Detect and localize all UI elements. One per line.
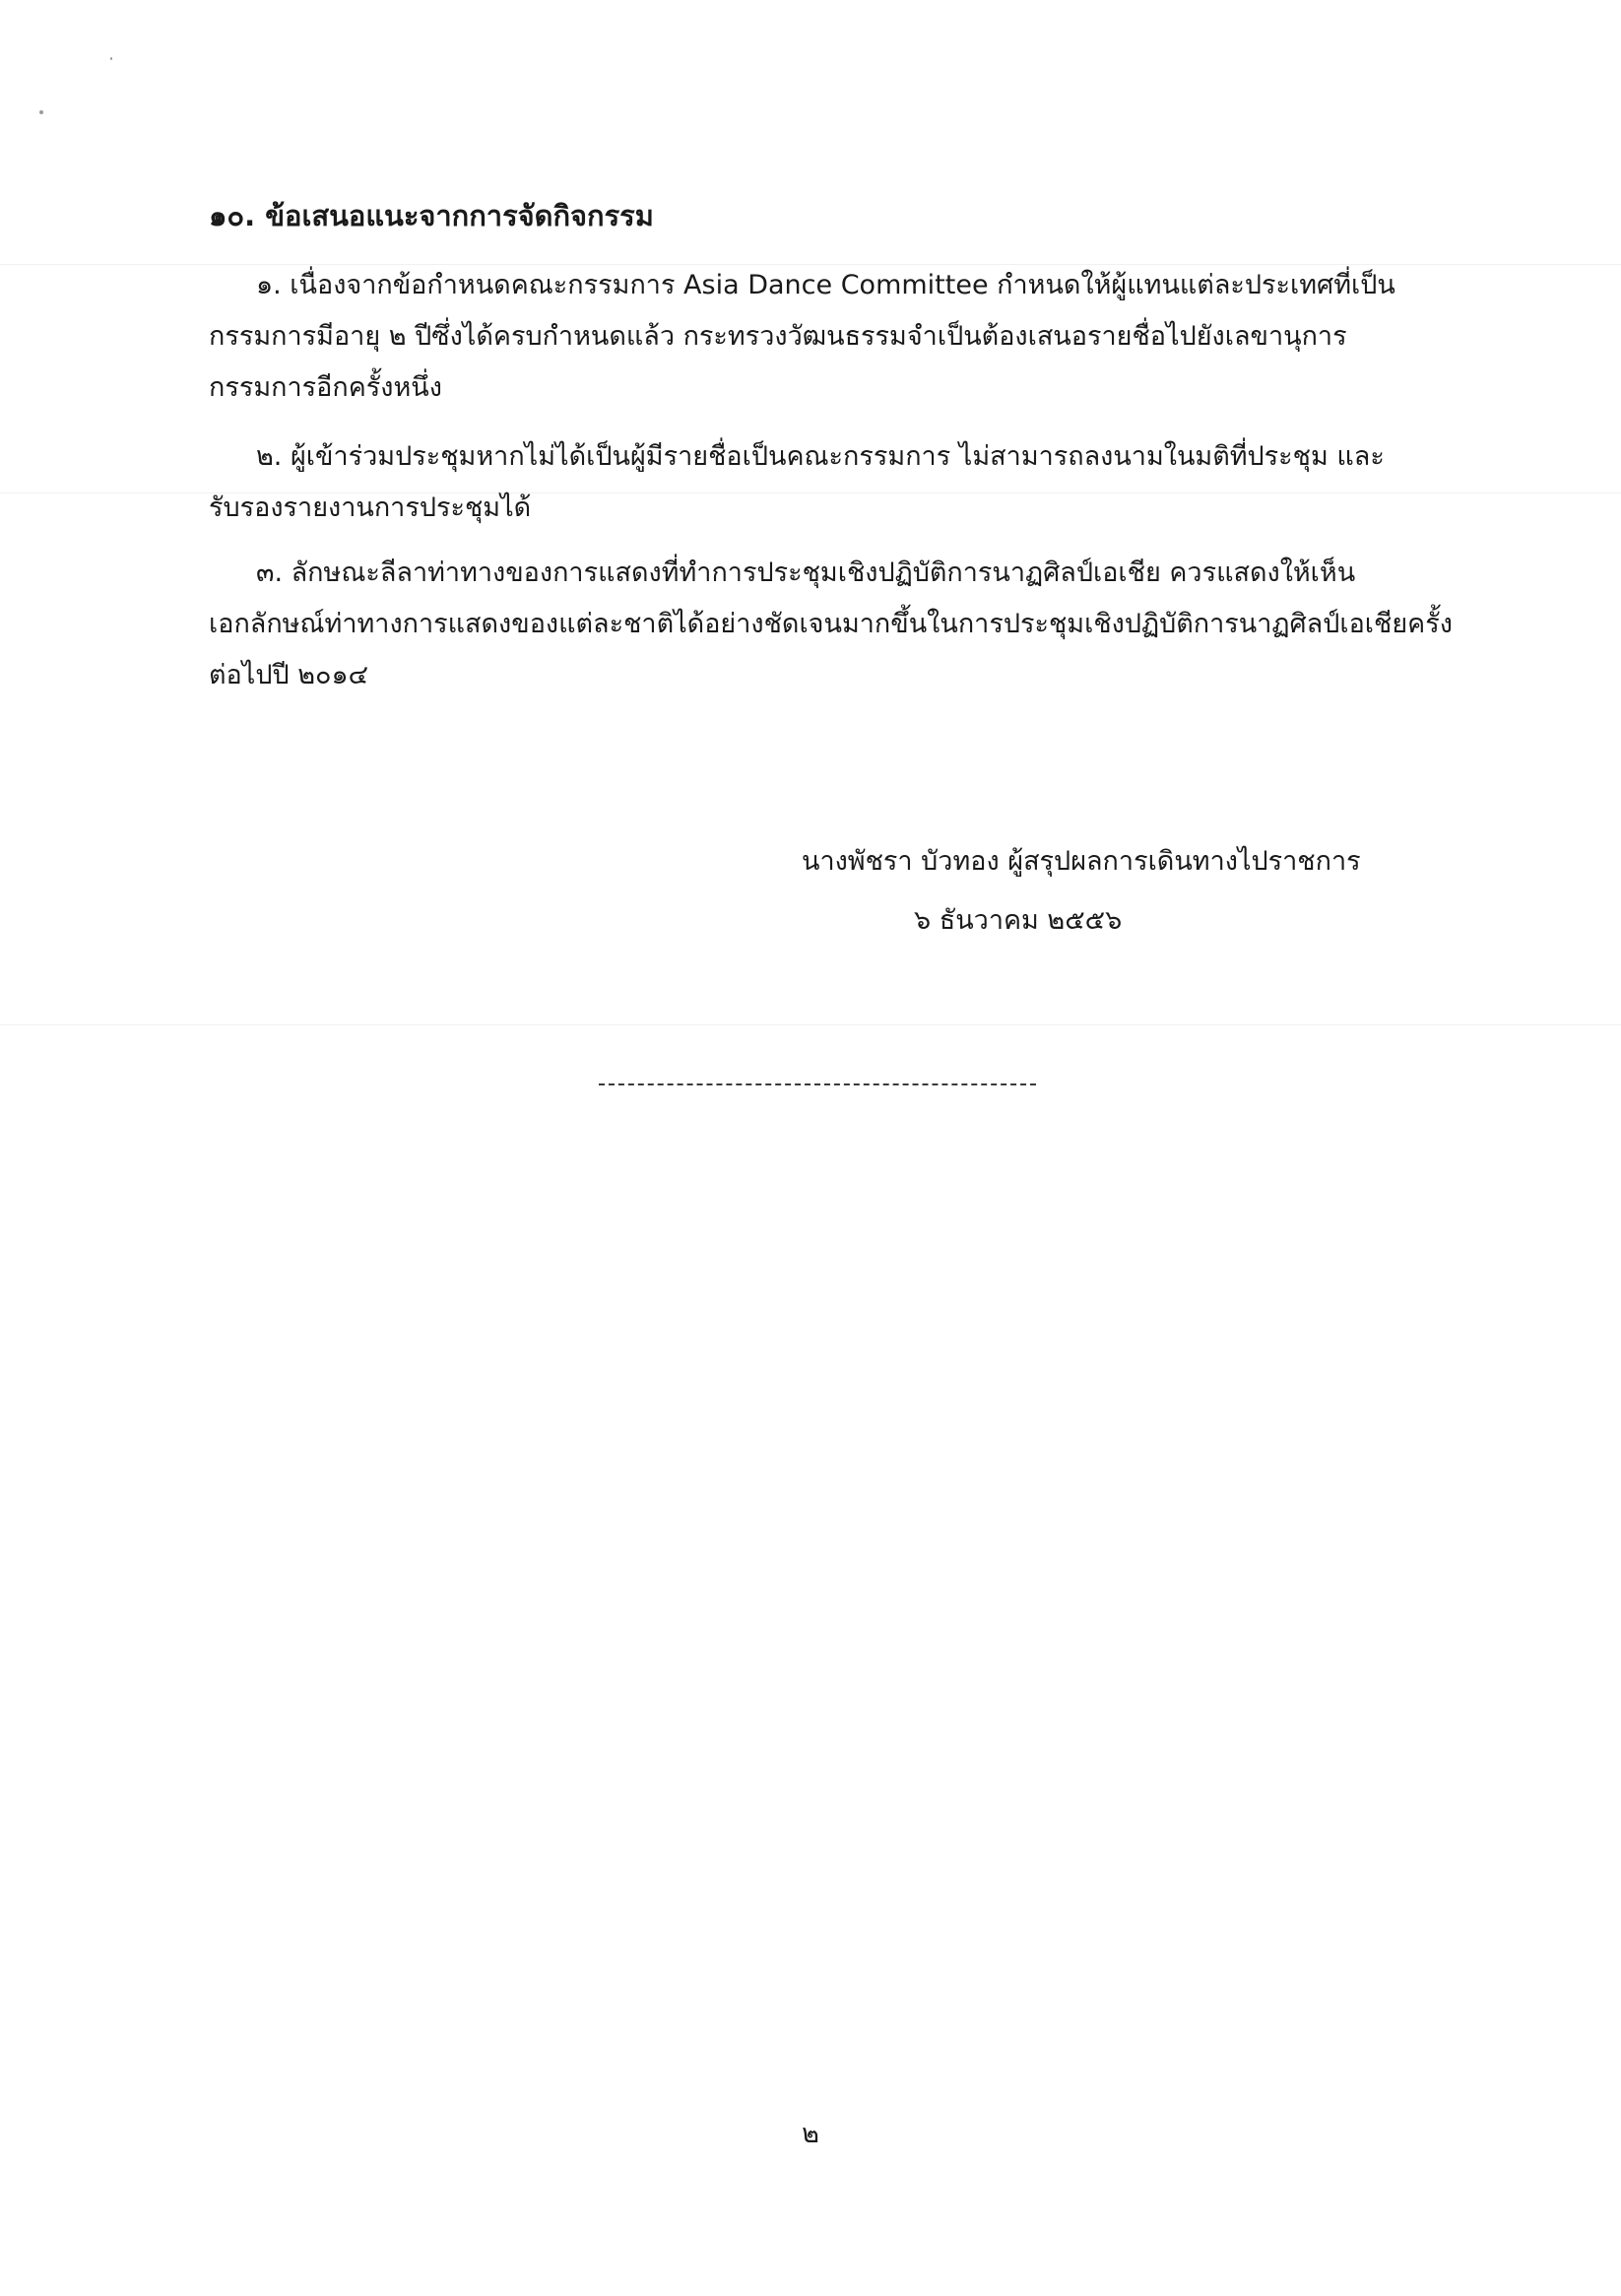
paragraph-line: ต่อไปปี ๒๐๑๔ (209, 660, 369, 690)
paragraph-line: ๑. เนื่องจากข้อกำหนดคณะกรรมการ Asia Dance Committee กำหนดให้ผู้แทนแต่ละประเทศที่เป็น (256, 270, 1395, 300)
recommendation-item-1 (209, 260, 1459, 414)
scan-speck (110, 57, 112, 60)
signature-name: นางพัชรา บัวทอง ผู้สรุปผลการเดินทางไปราชการ (802, 846, 1361, 877)
section-heading: ๑๐. ข้อเสนอแนะจากการจัดกิจกรรม (209, 199, 654, 232)
page-number: ๒ (802, 2119, 819, 2149)
recommendation-item-2 (209, 431, 1459, 534)
paragraph-line: รับรองรายงานการประชุมได้ (209, 492, 532, 523)
dashed-divider (599, 1083, 1036, 1085)
recommendation-item-3 (209, 548, 1459, 701)
signature-date: ๖ ธันวาคม ๒๕๕๖ (914, 905, 1123, 936)
scan-speck (39, 110, 43, 114)
paragraph-line: กรรมการมีอายุ ๒ ปีซึ่งได้ครบกำหนดแล้ว กระทรวงวัฒนธรรมจำเป็นต้องเสนอรายชื่อไปยังเลขานุการ (209, 321, 1347, 352)
paragraph-line: เอกลักษณ์ท่าทางการแสดงของแต่ละชาติได้อย่างชัดเจนมากขึ้นในการประชุมเชิงปฏิบัติการนาฏศิลป์เอเชียครั้ง (209, 609, 1453, 639)
scan-artifact-line (0, 1024, 1621, 1025)
paragraph-line: ๓. ลักษณะลีลาท่าทางของการแสดงที่ทำการประชุมเชิงปฏิบัติการนาฏศิลป์เอเชีย ควรแสดงให้เห็น (256, 558, 1356, 588)
paragraph-line: ๒. ผู้เข้าร่วมประชุมหากไม่ได้เป็นผู้มีรายชื่อเป็นคณะกรรมการ ไม่สามารถลงนามในมติที่ประชุม และ (256, 441, 1385, 472)
paragraph-line: กรรมการอีกครั้งหนึ่ง (209, 372, 442, 403)
